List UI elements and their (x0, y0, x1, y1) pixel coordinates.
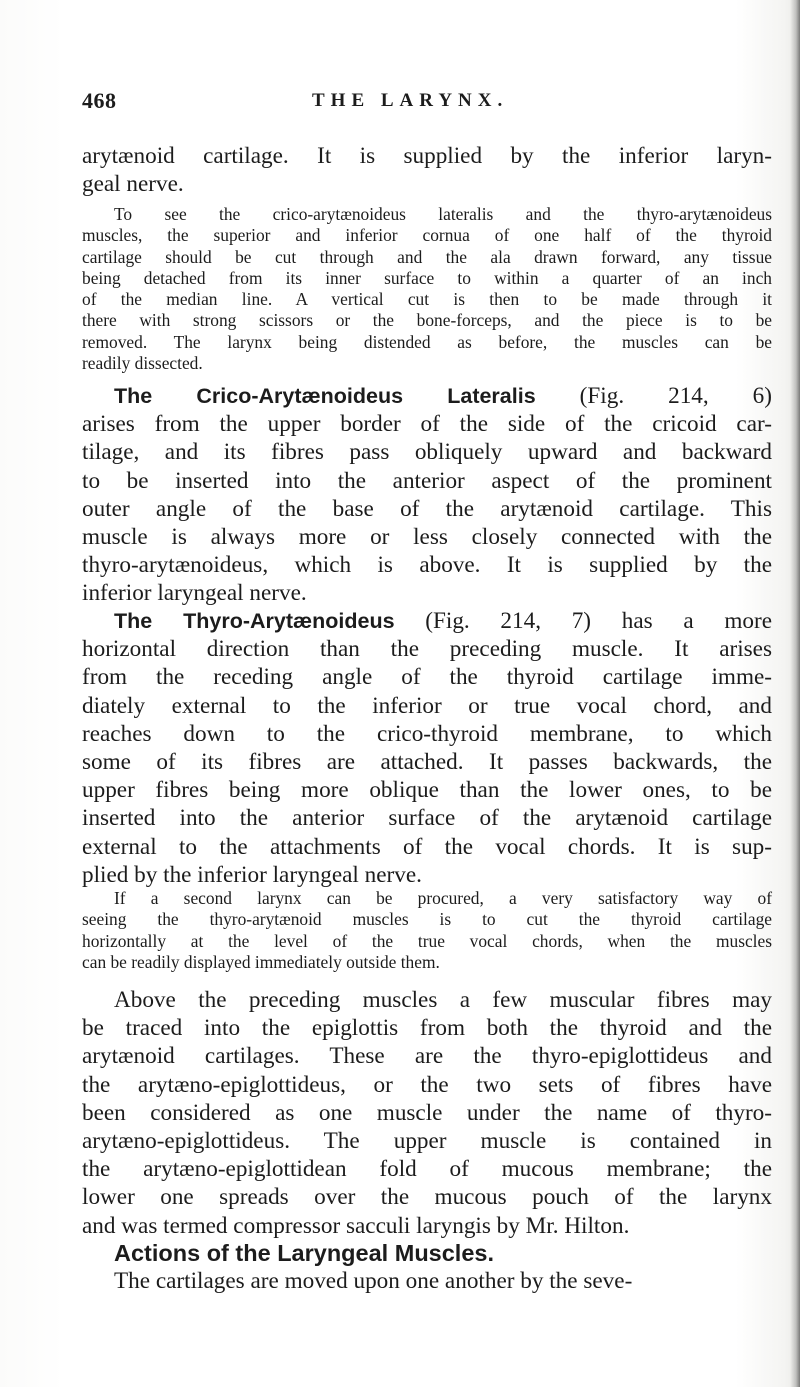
text-line: If a second larynx can be procured, a very satisfactory way of (114, 888, 772, 908)
text-line: Above the preceding muscles a few muscular fibres may (114, 987, 772, 1013)
paragraph-1 (82, 142, 772, 198)
text-line: cartilage should be cut through and the ala drawn forward, any tissue (82, 246, 772, 267)
text-fragment: (Fig. 214, 7) has a more (394, 608, 772, 634)
page-edge-shadow (790, 0, 800, 1387)
text-line: arytæno-epiglottideus. The upper muscle is contained in (82, 1128, 772, 1155)
text-line: the arytæno-epiglottideus, or the two sets of fibres have (82, 1071, 772, 1098)
text-line: lower one spreads over the mucous pouch of the larynx (82, 1184, 772, 1211)
text-line: horizontally at the level of the true vocal chords, when the muscles (82, 930, 772, 951)
text-line: and was termed compressor sacculi laryngis by Mr. Hilton. (82, 1212, 630, 1239)
text-line: arytænoid cartilages. These are the thyro-epiglottideus and (82, 1043, 772, 1070)
text-line: outer angle of the base of the arytænoid cartilage. This (82, 495, 772, 522)
text-line: To see the crico-arytænoideus lateralis and the thyro-arytænoideus (114, 204, 772, 224)
text-line: being detached from its inner surface to within a quarter of an inch (82, 267, 772, 288)
text-line: of the median line. A vertical cut is then to be made through it (82, 289, 772, 310)
text-line: be traced into the epiglottis from both the thyroid and the (82, 1015, 772, 1042)
muscle-heading: The Thyro-Arytænoideus (114, 609, 395, 633)
text-line: there with strong scissors or the bone-forceps, and the piece is to be (82, 310, 772, 331)
text-fragment: (Fig. 214, 6) (535, 383, 772, 409)
text-line: from the receding angle of the thyroid cartilage imme- (82, 664, 772, 691)
text-line: some of its fibres are attached. It passes backwards, the (82, 749, 772, 776)
text-line: seeing the thyro-arytænoid muscles is to cut the thyroid cartilage (82, 909, 772, 930)
paragraph-2-small-print (82, 204, 772, 374)
text-line (82, 607, 772, 635)
paragraph-7 (82, 1267, 772, 1295)
text-line: reaches down to the crico-thyroid membrane, to which (82, 720, 772, 747)
paragraph-5-small-print (82, 888, 772, 973)
text-line: readily dissected. (82, 353, 203, 374)
text-line: upper fibres being more oblique than the lower ones, to be (82, 777, 772, 804)
text-line: muscle is always more or less closely connected with the (82, 524, 772, 551)
paragraph-crico-arytaenoideus (82, 382, 772, 608)
text-line: diately external to the inferior or true vocal chord, and (82, 692, 772, 719)
text-line: geal nerve. (82, 171, 184, 198)
page-number: 468 (82, 88, 117, 113)
text-line: arytænoid cartilage. It is supplied by the inferior laryn- (82, 143, 772, 169)
section-heading-block (82, 1239, 772, 1267)
paragraph-6 (82, 986, 772, 1240)
section-heading: Actions of the Laryngeal Muscles. (114, 1240, 495, 1266)
text-line: muscles, the superior and inferior cornua of one half of the thyroid (82, 225, 772, 246)
text-line: been considered as one muscle under the name of thyro- (82, 1099, 772, 1126)
text-line: external to the attachments of the vocal chords. It is sup- (82, 833, 772, 860)
text-line: inserted into the anterior surface of the arytænoid cartilage (82, 805, 772, 832)
page-header (82, 88, 772, 118)
paragraph-thyro-arytaenoideus (82, 607, 772, 889)
running-head: THE LARYNX. (312, 90, 509, 111)
text-line: The cartilages are moved upon one another by the seve- (114, 1268, 633, 1294)
text-line: can be readily displayed immediately outside them. (82, 951, 440, 972)
text-line: thyro-arytænoideus, which is above. It is supplied by the (82, 552, 772, 579)
text-line: plied by the inferior laryngeal nerve. (82, 861, 422, 888)
text-line: to be inserted into the anterior aspect of the prominent (82, 467, 772, 494)
text-line: horizontal direction than the preceding muscle. It arises (82, 636, 772, 663)
text-line: removed. The larynx being distended as before, the muscles can be (82, 331, 772, 352)
text-line: tilage, and its fibres pass obliquely upward and backward (82, 439, 772, 466)
muscle-heading: The Crico-Arytænoideus Lateralis (114, 384, 536, 408)
text-line: arises from the upper border of the side of the cricoid car- (82, 411, 772, 438)
text-line (82, 382, 772, 410)
text-line: inferior laryngeal nerve. (82, 580, 307, 607)
text-line: the arytæno-epiglottidean fold of mucous membrane; the (82, 1156, 772, 1183)
